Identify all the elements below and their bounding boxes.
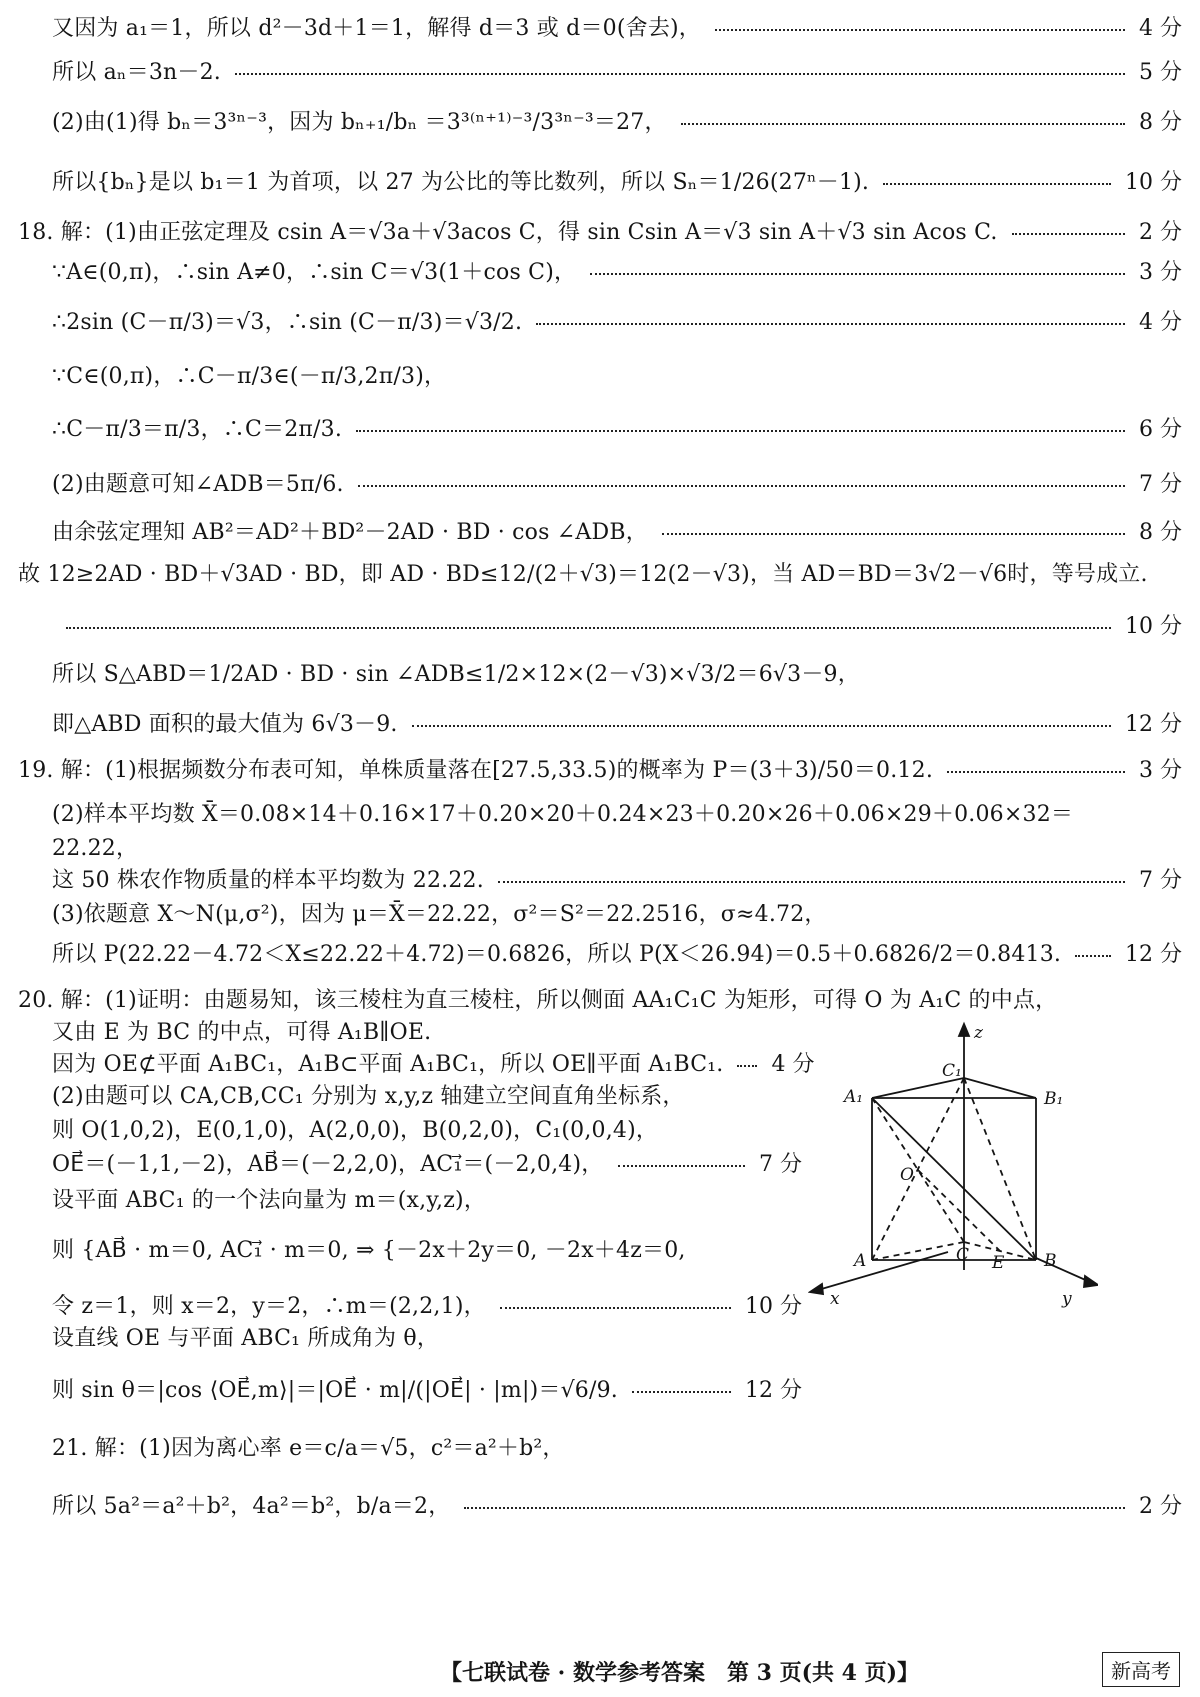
line-text: 22.22，: [52, 835, 139, 861]
line-text: 令 z＝1，则 x＝2，y＝2，∴m＝(2,2,1)，: [52, 1293, 486, 1319]
label-o: O: [900, 1165, 914, 1185]
score-label: 10 分: [745, 1293, 802, 1319]
line-text: 故 12≥2AD · BD＋√3AD · BD，即 AD · BD≤12/(2＋√3)＝12(2－√3)，当 AD＝BD＝3√2－√6时，等号成立.: [18, 561, 1148, 587]
label-a1: A₁: [844, 1087, 864, 1107]
answer-line: [52, 352, 1200, 396]
answer-line: [18, 746, 1200, 790]
line-text: 所以 5a²＝a²＋b²，4a²＝b²，b/a＝2，: [52, 1493, 451, 1519]
leader-dots: [66, 627, 1111, 629]
score-label: 7 分: [1139, 471, 1182, 497]
label-y: y: [1062, 1289, 1072, 1309]
leader-dots: [1012, 233, 1125, 235]
line-text: (2)由(1)得 bₙ＝3³ⁿ⁻³，因为 bₙ₊₁/bₙ ＝3³⁽ⁿ⁺¹⁾⁻³/3³ⁿ⁻³＝27，: [52, 109, 667, 135]
leader-dots: [947, 771, 1125, 773]
score-label: 2 分: [1139, 1493, 1182, 1519]
line-text: 20. 解：(1)证明：由题易知，该三棱柱为直三棱柱，所以侧面 AA₁C₁C 为矩形，可得 O 为 A₁C 的中点，: [18, 987, 1058, 1013]
line-text: ∵C∈(0,π)，∴C－π/3∈(－π/3,2π/3)，: [52, 363, 447, 389]
leader-dots: [737, 1065, 757, 1067]
score-label: 4 分: [771, 1051, 815, 1077]
score-label: 2 分: [1139, 219, 1182, 245]
answer-line: [52, 460, 1200, 504]
line-text: 则 {AB⃗ · m＝0, AC₁⃗ · m＝0, ⇒ {－2x＋2y＝0, －2x＋4z＝0,: [52, 1237, 686, 1263]
line-text: 所以 aₙ＝3n－2.: [52, 59, 221, 85]
answer-line: [52, 4, 1200, 48]
exam-type-badge: 新高考: [1102, 1652, 1180, 1687]
score-label: 3 分: [1139, 757, 1182, 783]
line-text: 所以 S△ABD＝1/2AD · BD · sin ∠ADB≤1/2×12×(2－√3)×√3/2＝6√3－9，: [52, 661, 860, 687]
label-x: x: [830, 1289, 840, 1309]
answer-line: [52, 650, 1200, 694]
leader-dots: [715, 29, 1125, 31]
score-label: 3 分: [1139, 259, 1182, 285]
line-text: 所以 P(22.22－4.72＜X≤22.22＋4.72)＝0.6826，所以 P(X＜26.94)＝0.5＋0.6826/2＝0.8413.: [52, 941, 1062, 967]
leader-dots: [356, 430, 1125, 432]
score-label: 4 分: [1139, 309, 1182, 335]
score-label: 8 分: [1139, 519, 1182, 545]
score-label: 10 分: [1125, 169, 1182, 195]
answer-line: [52, 1176, 820, 1220]
line-text: 即△ABD 面积的最大值为 6√3－9.: [52, 711, 398, 737]
leader-dots: [500, 1307, 731, 1309]
line-text: (2)样本平均数 X̄＝0.08×14＋0.16×17＋0.20×20＋0.24×23＋0.20×26＋0.06×29＋0.06×32＝: [52, 801, 1074, 827]
leader-dots: [464, 1507, 1125, 1509]
line-text: 由余弦定理知 AB²＝AD²＋BD²－2AD · BD · cos ∠ADB，: [52, 519, 648, 545]
line-text: 18. 解：(1)由正弦定理及 csin A＝√3a＋√3acos C，得 sin Csin A＝√3 sin A＋√3 sin Acos C.: [18, 219, 998, 245]
label-b: B: [1044, 1251, 1057, 1271]
line-text: (2)由题意可知∠ADB＝5π/6.: [52, 471, 344, 497]
answer-line: [18, 208, 1200, 252]
answer-line: [52, 405, 1200, 449]
answer-line: [52, 48, 1200, 92]
label-c1: C₁: [942, 1061, 962, 1081]
score-label: 5 分: [1139, 59, 1182, 85]
answer-line: [52, 298, 1200, 342]
leader-dots: [358, 485, 1125, 487]
leader-dots: [235, 73, 1125, 75]
answer-line: [52, 98, 1200, 142]
y-axis-arrow: [1084, 1276, 1098, 1287]
x-axis-arrow: [810, 1284, 823, 1294]
line-text: 设直线 OE 与平面 ABC₁ 所成角为 θ，: [52, 1325, 440, 1351]
score-label: 10 分: [1125, 613, 1182, 639]
answer-line: [52, 508, 1200, 552]
answer-line: [52, 248, 1200, 292]
leader-dots: [412, 725, 1111, 727]
answer-line: [52, 1424, 1200, 1468]
line-text: 又因为 a₁＝1，所以 d²－3d＋1＝1，解得 d＝3 或 d＝0(舍去)，: [52, 15, 702, 41]
line-text: 19. 解：(1)根据频数分布表可知，单株质量落在[27.5,33.5)的概率为 P＝(3＋3)/50＝0.12.: [18, 757, 934, 783]
answer-line: [52, 700, 1200, 744]
leader-dots: [632, 1391, 731, 1393]
leader-dots: [498, 881, 1125, 883]
line-text: ∵A∈(0,π)，∴sin A≠0，∴sin C＝√3(1＋cos C)，: [52, 259, 577, 285]
leader-dots: [1075, 955, 1111, 957]
line-text: 又由 E 为 BC 的中点，可得 A₁B∥OE.: [52, 1019, 432, 1045]
score-label: 6 分: [1139, 416, 1182, 442]
line-text: 设平面 ABC₁ 的一个法向量为 m＝(x,y,z)，: [52, 1187, 487, 1213]
answer-line: [52, 602, 1200, 646]
label-c: C: [956, 1245, 970, 1265]
line-text: (3)依题意 X～N(μ,σ²)，因为 μ＝X̄＝22.22，σ²＝S²＝22.2516，σ≈4.72，: [52, 901, 827, 927]
answer-line: [52, 158, 1200, 202]
line-text: 这 50 株农作物质量的样本平均数为 22.22.: [52, 867, 484, 893]
footer-title: 【七联试卷 · 数学参考答案 第 3 页(共 4 页)】: [440, 1660, 920, 1686]
prism-figure: [808, 1020, 1098, 1310]
page-footer: [0, 1652, 1200, 1688]
answer-line: [52, 890, 1200, 934]
z-axis-arrow: [959, 1024, 969, 1036]
label-e: E: [992, 1253, 1005, 1273]
answer-line: [52, 930, 1200, 974]
score-label: 12 分: [1125, 941, 1182, 967]
line-text: 所以{bₙ}是以 b₁＝1 为首项，以 27 为公比的等比数列，所以 Sₙ＝1/26(27ⁿ－1).: [52, 169, 870, 195]
label-b1: B₁: [1044, 1089, 1064, 1109]
line-text: OE⃗＝(－1,1,－2)，AB⃗＝(－2,2,0)，AC₁⃗＝(－2,0,4)，: [52, 1151, 604, 1177]
answer-line: [52, 1226, 820, 1270]
line-text: ∴2sin (C－π/3)＝√3，∴sin (C－π/3)＝√3/2.: [52, 309, 523, 335]
leader-dots: [883, 183, 1111, 185]
line-text: 则 O(1,0,2)，E(0,1,0)，A(2,0,0)，B(0,2,0)，C₁(0,0,4)，: [52, 1117, 659, 1143]
score-label: 7 分: [1139, 867, 1182, 893]
line-text: (2)由题可以 CA,CB,CC₁ 分别为 x,y,z 轴建立空间直角坐标系，: [52, 1083, 685, 1109]
leader-dots: [590, 273, 1125, 275]
score-label: 8 分: [1139, 109, 1182, 135]
answer-line: [52, 1366, 820, 1410]
leader-dots: [618, 1165, 746, 1167]
line-text: 因为 OE⊄平面 A₁BC₁，A₁B⊂平面 A₁BC₁，所以 OE∥平面 A₁BC₁.: [52, 1051, 724, 1077]
label-z: z: [974, 1023, 983, 1043]
line-text: 21. 解：(1)因为离心率 e＝c/a＝√5，c²＝a²＋b²，: [52, 1435, 565, 1461]
line-text: 则 sin θ＝|cos ⟨OE⃗,m⟩|＝|OE⃗ · m|/(|OE⃗| · |m|)＝√6/9.: [52, 1377, 618, 1403]
line-text: ∴C－π/3＝π/3，∴C＝2π/3.: [52, 416, 343, 442]
answer-line: [52, 1482, 1200, 1526]
leader-dots: [536, 323, 1125, 325]
score-label: 4 分: [1139, 15, 1182, 41]
leader-dots: [662, 533, 1125, 535]
score-label: 12 分: [745, 1377, 802, 1403]
answer-line: [18, 550, 1200, 594]
label-a: A: [854, 1251, 867, 1271]
score-label: 12 分: [1125, 711, 1182, 737]
score-label: 7 分: [759, 1151, 802, 1177]
answer-line: [52, 1314, 820, 1358]
leader-dots: [681, 123, 1125, 125]
